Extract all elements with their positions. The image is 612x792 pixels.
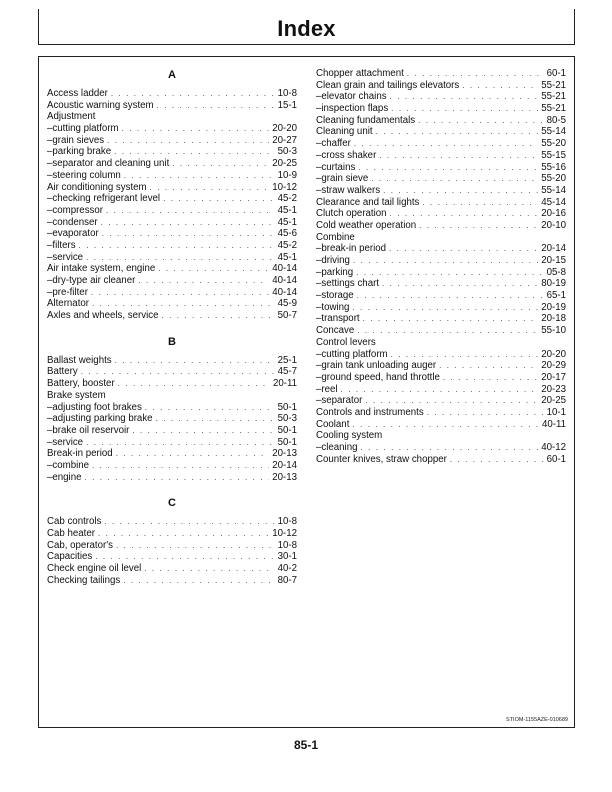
dot-leader — [156, 413, 275, 425]
dot-leader — [382, 278, 538, 290]
dot-leader — [390, 91, 539, 103]
index-entry — [316, 138, 566, 150]
page-title: Index — [277, 16, 336, 41]
index-entry-term: Cleaning fundamentals — [316, 114, 416, 126]
index-entry-page: 05-8 — [546, 266, 566, 278]
index-entry-term: Capacities — [47, 551, 93, 563]
dot-leader — [354, 138, 538, 150]
index-entry — [316, 395, 566, 407]
index-entry-term: –condenser — [47, 216, 98, 228]
index-entry-term: –curtains — [316, 161, 356, 173]
index-entry — [47, 355, 297, 367]
index-entry — [47, 298, 297, 310]
index-entry — [47, 575, 297, 587]
index-entry-term: Break-in period — [47, 448, 113, 460]
index-entry — [47, 310, 297, 322]
dot-leader — [98, 528, 269, 540]
index-entry — [316, 372, 566, 384]
dot-leader — [163, 193, 275, 205]
index-entry-term: Checking tailings — [47, 574, 121, 586]
dot-leader — [79, 240, 275, 252]
index-column-right — [316, 68, 566, 465]
index-entry — [47, 158, 297, 170]
index-entry-page: 10-8 — [277, 539, 297, 551]
index-entry-term: Cooling system — [316, 430, 383, 442]
dot-leader — [371, 173, 538, 185]
index-entry-term: –adjusting parking brake — [47, 413, 153, 425]
index-entry-page: 20-17 — [541, 371, 566, 383]
dot-leader — [419, 220, 538, 232]
index-entry-page: 60-1 — [546, 453, 566, 465]
index-entry — [47, 123, 297, 135]
index-entry — [47, 472, 297, 484]
index-entry-term: –compressor — [47, 204, 103, 216]
dot-leader — [81, 366, 275, 378]
index-entry-page: 45-6 — [277, 228, 297, 240]
dot-leader — [132, 425, 274, 437]
dot-leader — [443, 372, 538, 384]
section-letter: A — [168, 69, 176, 81]
index-entry-term: Control levers — [316, 336, 376, 348]
index-entry-term: –straw walkers — [316, 184, 381, 196]
index-entry-page: 55-21 — [541, 103, 566, 115]
index-entry-term: Controls and instruments — [316, 406, 424, 418]
index-entry — [47, 551, 297, 563]
index-entry-term: Alternator — [47, 298, 89, 310]
dot-leader — [118, 378, 270, 390]
index-entry-term: –brake oil reservoir — [47, 424, 130, 436]
dot-leader — [172, 158, 269, 170]
index-entry-page: 45-7 — [277, 366, 297, 378]
dot-leader — [427, 407, 544, 419]
index-entry-term: –transport — [316, 313, 360, 325]
index-entry-page: 60-1 — [546, 68, 566, 79]
index-entry-term: –service — [47, 436, 84, 448]
index-entry-page: 50-3 — [277, 413, 297, 425]
index-entry-term: Battery, booster — [47, 378, 115, 390]
dot-leader — [357, 290, 544, 302]
index-entry-page: 20-20 — [272, 123, 297, 135]
index-entry-page: 20-23 — [541, 383, 566, 395]
index-entry-term: –cutting platform — [316, 348, 388, 360]
index-entry-term: –cross shaker — [316, 149, 377, 161]
dot-leader — [115, 355, 275, 367]
index-entry-page: 20-16 — [541, 208, 566, 220]
index-entry-term: Acoustic warning system — [47, 99, 154, 111]
index-entry-term: –grain sieve — [316, 173, 369, 185]
index-entry-page: 55-16 — [541, 161, 566, 173]
dot-leader — [352, 419, 539, 431]
dot-leader — [84, 472, 269, 484]
dot-leader — [352, 302, 538, 314]
index-entry-term: –cutting platform — [47, 123, 119, 135]
index-entry-page: 25-1 — [277, 354, 297, 366]
index-entry — [47, 217, 297, 229]
index-entry-term: –inspection flaps — [316, 103, 389, 115]
dot-leader — [86, 252, 275, 264]
dot-leader — [450, 454, 544, 466]
index-entry-page: 65-1 — [546, 290, 566, 302]
dot-leader — [116, 540, 275, 552]
index-entry-page: 10-8 — [277, 516, 297, 528]
index-entry-term: Axles and wheels, service — [47, 310, 159, 322]
index-entry — [316, 243, 566, 255]
index-entry-term: –grain tank unloading auger — [316, 360, 437, 372]
dot-leader — [106, 205, 275, 217]
dot-leader — [104, 516, 274, 528]
index-entry — [47, 563, 297, 575]
dot-leader — [144, 563, 274, 575]
dot-leader — [363, 313, 539, 325]
index-entry-page: 40-14 — [272, 263, 297, 275]
index-entry-term: –parking — [316, 266, 354, 278]
dot-leader — [102, 228, 275, 240]
index-entry — [47, 135, 297, 147]
dot-leader — [116, 448, 270, 460]
index-entry — [316, 208, 566, 220]
index-entry — [47, 540, 297, 552]
index-entry — [47, 528, 297, 540]
index-entry — [47, 228, 297, 240]
index-entry-page: 20-19 — [541, 301, 566, 313]
dot-leader — [376, 126, 539, 138]
dot-leader — [360, 442, 538, 454]
index-entry — [47, 287, 297, 299]
index-entry-page: 40-14 — [272, 286, 297, 298]
index-entry — [316, 267, 566, 279]
index-entry-term: Adjustment — [47, 111, 96, 123]
dot-leader — [357, 325, 538, 337]
index-entry — [47, 437, 297, 449]
index-entry-term: Coolant — [316, 418, 350, 430]
dot-leader — [353, 255, 538, 267]
index-entry — [316, 173, 566, 185]
index-entry-page: 40-12 — [541, 442, 566, 453]
index-entry-term: Access ladder — [47, 88, 108, 99]
index-entry-page: 55-21 — [541, 79, 566, 91]
index-entry — [316, 278, 566, 290]
index-entry — [316, 290, 566, 302]
dot-leader — [389, 243, 538, 255]
index-entry-term: –combine — [47, 459, 90, 471]
index-entry — [47, 275, 297, 287]
index-entry-page: 45-1 — [277, 216, 297, 228]
index-entry-term: Check engine oil level — [47, 563, 142, 575]
index-entry-page: 50-1 — [277, 424, 297, 436]
index-entry-page: 45-14 — [541, 196, 566, 208]
dot-leader — [157, 100, 275, 112]
dot-leader — [92, 460, 269, 472]
index-entry-page: 55-20 — [541, 138, 566, 150]
dot-leader — [91, 287, 269, 299]
index-entry — [316, 126, 566, 138]
index-entry — [316, 197, 566, 209]
index-entry — [316, 454, 566, 466]
index-entry — [47, 263, 297, 275]
index-entry — [47, 205, 297, 217]
index-entry — [47, 252, 297, 264]
index-entry-term: –adjusting foot brakes — [47, 401, 142, 413]
index-entry-page: 50-7 — [277, 310, 297, 322]
index-entry — [47, 146, 297, 158]
index-entry-page: 20-10 — [541, 219, 566, 231]
index-entry-page: 45-1 — [277, 204, 297, 216]
index-entry — [47, 390, 297, 402]
index-entry — [316, 255, 566, 267]
index-entry-term: –checking refrigerant level — [47, 193, 161, 205]
index-entry — [47, 193, 297, 205]
index-entry-page: 80-7 — [277, 574, 297, 586]
dot-leader — [391, 349, 539, 361]
index-entry-page: 10-8 — [277, 88, 297, 99]
index-entry-term: Combine — [316, 231, 355, 243]
index-entry — [316, 302, 566, 314]
dot-leader — [92, 298, 275, 310]
index-entry-term: Cab heater — [47, 528, 95, 539]
index-entry-term: Battery — [47, 366, 78, 378]
index-entry — [47, 413, 297, 425]
index-entry-page: 80-5 — [546, 114, 566, 126]
index-entry — [316, 407, 566, 419]
index-entry-page: 10-12 — [272, 528, 297, 539]
dot-leader — [439, 360, 538, 372]
index-entry — [47, 516, 297, 528]
dot-leader — [138, 275, 269, 287]
dot-leader — [114, 146, 275, 158]
index-frame — [38, 56, 575, 728]
index-entry-term: –driving — [316, 255, 350, 266]
dot-leader — [365, 395, 538, 407]
dot-leader — [122, 123, 270, 135]
index-entry — [47, 240, 297, 252]
index-entry-term: –break-in period — [316, 243, 387, 255]
index-entry — [316, 115, 566, 127]
index-entry — [316, 150, 566, 162]
index-entry-term: –reel — [316, 383, 338, 395]
index-entry-term: –ground speed, hand throttle — [316, 371, 440, 383]
index-entry-term: –elevator chains — [316, 91, 387, 103]
index-entry-term: –cleaning — [316, 442, 358, 453]
index-entry-page: 55-20 — [541, 173, 566, 185]
dot-leader — [161, 310, 274, 322]
index-entry-page: 50-1 — [277, 401, 297, 413]
index-entry — [316, 360, 566, 372]
index-entry-term: –filters — [47, 239, 76, 251]
dot-leader — [422, 197, 538, 209]
dot-leader — [95, 551, 274, 563]
index-entry-term: –towing — [316, 301, 350, 313]
index-entry-term: Air conditioning system — [47, 181, 147, 193]
dot-leader — [383, 185, 538, 197]
index-entry — [316, 325, 566, 337]
index-entry-term: –service — [47, 251, 84, 263]
page-number: 85-1 — [293, 738, 319, 752]
dot-leader — [124, 170, 275, 182]
index-entry-term: Clutch operation — [316, 208, 387, 220]
index-entry — [316, 337, 566, 349]
index-entry — [47, 402, 297, 414]
index-entry-page: 40-11 — [541, 418, 566, 430]
dot-leader — [391, 103, 538, 115]
section-gap — [47, 322, 297, 336]
index-entry-page: 20-11 — [272, 378, 297, 390]
dot-leader — [145, 402, 275, 414]
index-entry-page: 15-1 — [277, 99, 297, 111]
index-entry — [316, 313, 566, 325]
dot-leader — [158, 263, 269, 275]
index-entry-page: 20-29 — [541, 360, 566, 372]
index-entry-term: Cold weather operation — [316, 219, 417, 231]
index-entry-term: –dry-type air cleaner — [47, 275, 136, 286]
index-entry — [47, 448, 297, 460]
index-entry-page: 10-12 — [272, 181, 297, 193]
dot-leader — [356, 267, 543, 279]
index-entry-page: 40-2 — [277, 563, 297, 575]
index-entry — [47, 425, 297, 437]
index-entry-term: –separator — [316, 395, 363, 407]
dot-leader — [107, 135, 269, 147]
dot-leader — [111, 88, 275, 100]
index-entry-term: Brake system — [47, 389, 106, 401]
document-code: STIOM-1155AZE-010689 — [506, 717, 568, 723]
section-letter: B — [168, 335, 176, 348]
index-entry-term: Ballast weights — [47, 354, 112, 366]
index-entry-page: 20-14 — [541, 243, 566, 255]
index-entry-term: –steering column — [47, 169, 121, 181]
dot-leader — [358, 162, 538, 174]
index-entry — [316, 442, 566, 454]
dot-leader — [390, 208, 539, 220]
dot-leader — [123, 575, 274, 587]
index-entry — [47, 460, 297, 472]
index-entry-term: Clearance and tail lights — [316, 196, 420, 208]
dot-leader — [86, 437, 275, 449]
index-entry-page: 40-14 — [272, 275, 297, 286]
index-entry-page: 55-21 — [541, 91, 566, 103]
index-entry-term: Cab controls — [47, 516, 102, 528]
index-entry-term: Counter knives, straw chopper — [316, 453, 447, 465]
index-entry-page: 30-1 — [277, 551, 297, 563]
dot-leader — [418, 115, 544, 127]
index-entry — [316, 419, 566, 431]
section-gap — [47, 483, 297, 497]
index-entry-page: 55-10 — [541, 325, 566, 337]
index-entry-page: 80-19 — [541, 278, 566, 290]
index-entry-term: Chopper attachment — [316, 68, 404, 79]
dot-leader — [101, 217, 275, 229]
index-entry-page: 55-14 — [541, 126, 566, 138]
index-entry-page: 10-1 — [546, 406, 566, 418]
index-entry-page: 20-14 — [272, 459, 297, 471]
index-entry-term: Clean grain and tailings elevators — [316, 79, 460, 91]
index-entry-term: Air intake system, engine — [47, 263, 156, 275]
index-entry-page: 50-1 — [277, 436, 297, 448]
index-entry-page: 55-14 — [541, 184, 566, 196]
index-entry — [47, 170, 297, 182]
index-entry-term: –parking brake — [47, 146, 112, 158]
index-entry-page: 20-25 — [541, 395, 566, 407]
index-entry — [316, 68, 566, 80]
dot-leader — [379, 150, 538, 162]
dot-leader — [462, 80, 538, 92]
index-entry — [316, 430, 566, 442]
index-entry — [316, 103, 566, 115]
index-entry-page: 20-15 — [541, 255, 566, 266]
index-entry-page: 45-9 — [277, 298, 297, 310]
index-entry-page: 45-2 — [277, 239, 297, 251]
index-entry-page: 20-27 — [272, 134, 297, 146]
index-entry — [47, 366, 297, 378]
index-entry-term: –separator and cleaning unit — [47, 158, 170, 170]
section-letter: C — [168, 497, 176, 510]
index-entry-page: 20-13 — [272, 471, 297, 483]
index-entry-term: –storage — [316, 290, 354, 302]
index-entry-term: –grain sieves — [47, 134, 105, 146]
index-entry-term: –engine — [47, 471, 82, 483]
index-entry — [316, 232, 566, 244]
index-entry — [47, 111, 297, 123]
index-entry-term: Cab, operator's — [47, 539, 113, 551]
index-entry-term: –evaporator — [47, 228, 99, 240]
index-entry-term: –chaffer — [316, 138, 351, 150]
index-column-left — [47, 69, 297, 586]
index-entry-term: –settings chart — [316, 278, 380, 290]
index-entry — [47, 88, 297, 100]
index-entry-page: 45-1 — [277, 251, 297, 263]
index-entry-page: 10-9 — [277, 169, 297, 181]
index-entry — [316, 349, 566, 361]
dot-leader — [407, 68, 544, 80]
index-entry — [47, 182, 297, 194]
index-entry-page: 20-20 — [541, 348, 566, 360]
index-entry — [47, 100, 297, 112]
index-entry-page: 20-25 — [272, 158, 297, 170]
index-entry — [316, 162, 566, 174]
index-entry-term: –pre-filter — [47, 286, 88, 298]
index-entry-term: Concave — [316, 325, 355, 337]
index-entry-page: 20-13 — [272, 448, 297, 460]
index-entry — [47, 378, 297, 390]
index-entry — [316, 185, 566, 197]
index-entry — [316, 384, 566, 396]
index-entry-page: 20-18 — [541, 313, 566, 325]
index-entry-page: 50-3 — [277, 146, 297, 158]
dot-leader — [150, 182, 270, 194]
index-entry — [316, 80, 566, 92]
dot-leader — [341, 384, 539, 396]
index-entry-page: 55-15 — [541, 149, 566, 161]
page-header — [38, 9, 575, 45]
index-entry — [316, 220, 566, 232]
index-entry — [316, 91, 566, 103]
index-entry-page: 45-2 — [277, 193, 297, 205]
index-entry-term: Cleaning unit — [316, 126, 373, 138]
